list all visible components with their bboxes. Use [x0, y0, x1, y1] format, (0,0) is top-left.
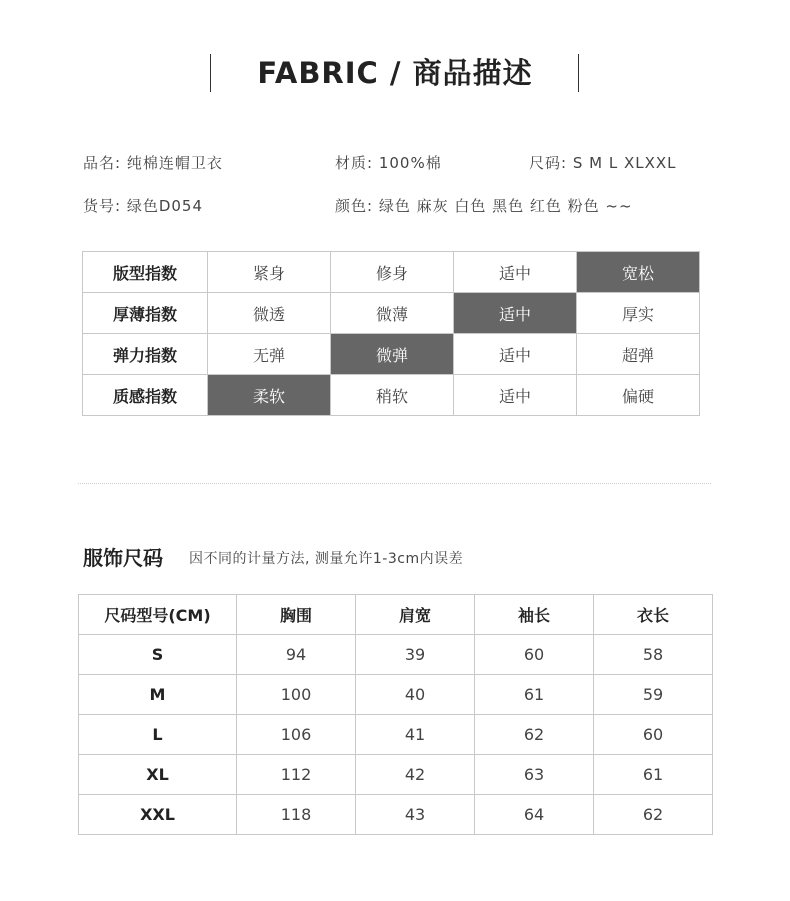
size-value: 42: [356, 755, 475, 795]
size-table-row: [79, 675, 713, 715]
size-value: 94: [237, 635, 356, 675]
size-value: 40: [356, 675, 475, 715]
product-sizes: 尺码: S M L XLXXL: [529, 154, 677, 172]
title-right-divider: [578, 54, 579, 92]
size-table-header: [79, 595, 713, 635]
size-table-header-cell: 衣长: [594, 595, 713, 635]
title-left-divider: [210, 54, 211, 92]
size-label: XL: [79, 755, 237, 795]
size-table-row: [79, 795, 713, 835]
size-label: L: [79, 715, 237, 755]
product-colors: 颜色: 绿色 麻灰 白色 黑色 红色 粉色 ~~: [335, 197, 633, 215]
size-section-title: 服饰尺码: [83, 546, 163, 570]
product-name: 品名: 纯棉连帽卫衣: [83, 154, 223, 172]
product-material: 材质: 100%棉: [335, 154, 442, 172]
size-table-row: [79, 635, 713, 675]
size-value: 60: [594, 715, 713, 755]
size-table-header-cell: 肩宽: [356, 595, 475, 635]
index-option: 微透: [208, 293, 331, 334]
index-row-label: 弹力指数: [83, 334, 208, 375]
index-option: 超弹: [577, 334, 700, 375]
index-row-label: 厚薄指数: [83, 293, 208, 334]
size-section-note: 因不同的计量方法, 测量允许1-3cm内误差: [189, 551, 464, 567]
index-row: [83, 334, 700, 375]
index-option-selected: 柔软: [208, 375, 331, 416]
index-option: 紧身: [208, 252, 331, 293]
size-table-row: [79, 755, 713, 795]
index-row-label: 质感指数: [83, 375, 208, 416]
index-row: [83, 293, 700, 334]
index-option: 无弹: [208, 334, 331, 375]
index-option: 微薄: [331, 293, 454, 334]
size-value: 41: [356, 715, 475, 755]
size-table-header-cell: 尺码型号(CM): [79, 595, 237, 635]
size-value: 59: [594, 675, 713, 715]
size-value: 64: [475, 795, 594, 835]
size-value: 39: [356, 635, 475, 675]
index-option: 修身: [331, 252, 454, 293]
size-value: 58: [594, 635, 713, 675]
size-label: XXL: [79, 795, 237, 835]
index-option: 厚实: [577, 293, 700, 334]
size-value: 112: [237, 755, 356, 795]
index-option-selected: 宽松: [577, 252, 700, 293]
index-option: 适中: [454, 252, 577, 293]
product-item-number: 货号: 绿色D054: [83, 197, 204, 215]
size-table-row: [79, 715, 713, 755]
index-row-label: 版型指数: [83, 252, 208, 293]
fabric-index-table: [82, 251, 700, 416]
size-value: 60: [475, 635, 594, 675]
index-option: 适中: [454, 334, 577, 375]
size-value: 62: [594, 795, 713, 835]
page-title: FABRIC / 商品描述: [257, 56, 533, 90]
index-option: 稍软: [331, 375, 454, 416]
size-value: 63: [475, 755, 594, 795]
size-table: [78, 594, 713, 835]
size-label: S: [79, 635, 237, 675]
size-value: 106: [237, 715, 356, 755]
index-option-selected: 适中: [454, 293, 577, 334]
size-value: 118: [237, 795, 356, 835]
size-value: 61: [475, 675, 594, 715]
size-value: 43: [356, 795, 475, 835]
index-option: 适中: [454, 375, 577, 416]
size-value: 62: [475, 715, 594, 755]
section-divider: [78, 483, 711, 484]
size-table-header-cell: 袖长: [475, 595, 594, 635]
index-row: [83, 252, 700, 293]
size-value: 61: [594, 755, 713, 795]
size-label: M: [79, 675, 237, 715]
index-row: [83, 375, 700, 416]
index-option-selected: 微弹: [331, 334, 454, 375]
size-value: 100: [237, 675, 356, 715]
size-table-header-cell: 胸围: [237, 595, 356, 635]
index-option: 偏硬: [577, 375, 700, 416]
